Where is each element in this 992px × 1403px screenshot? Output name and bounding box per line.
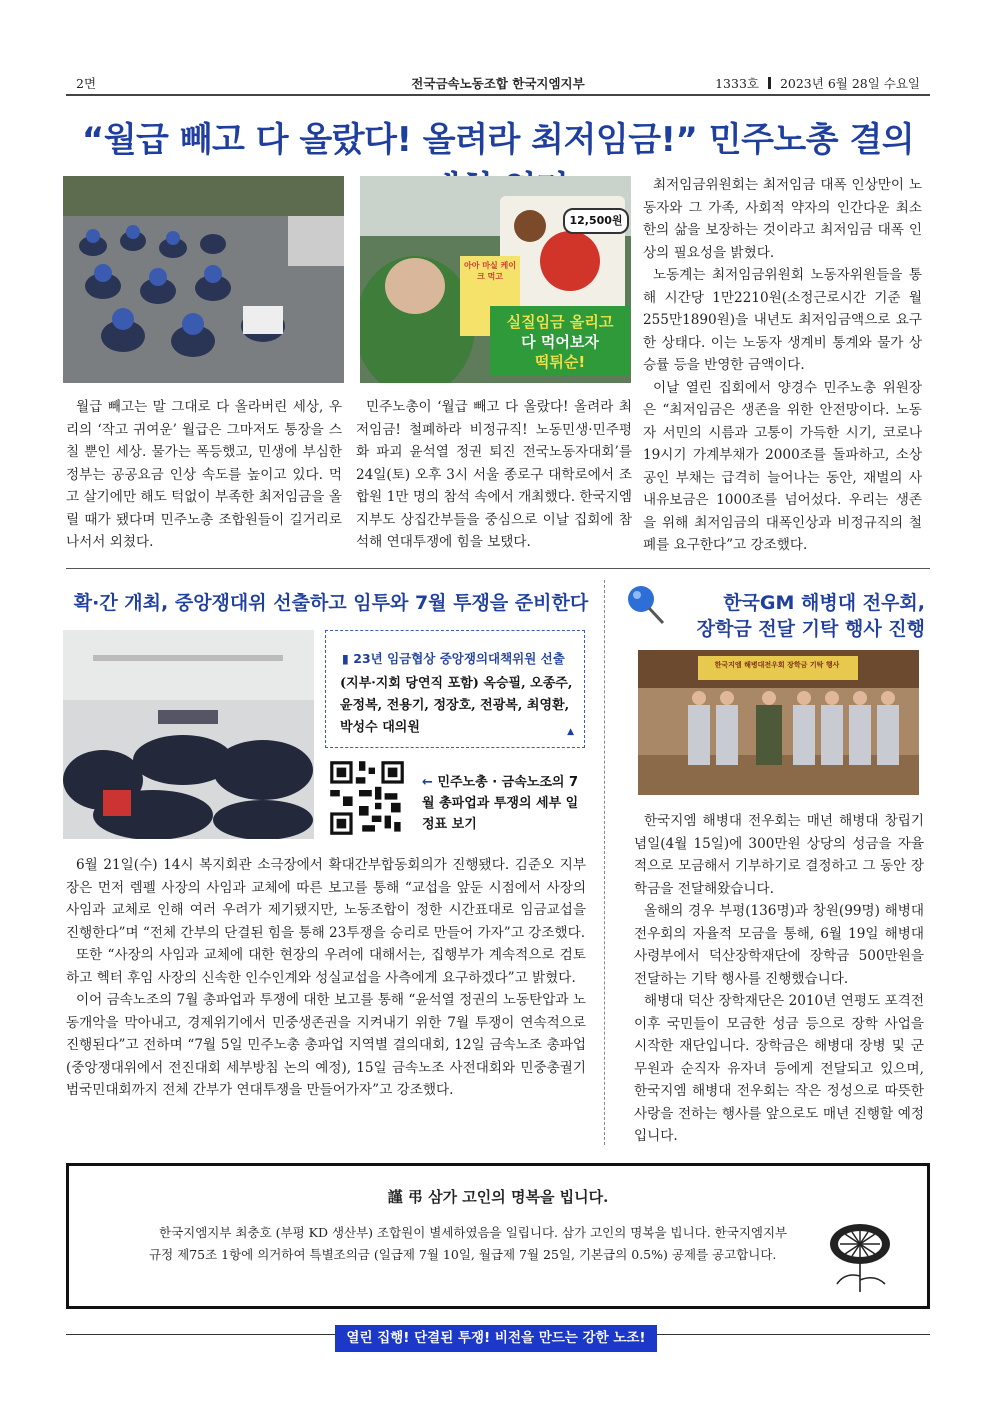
article3-paragraph: 올해의 경우 부평(136명)과 창원(99명) 해병대 전우회의 자율적 모금을 통해, 6월 19일 해병대 사령부에서 덕산장학재단에 장학금 500만원을 전달하는 기탁 행사를 진행했습니다. <box>634 903 924 987</box>
qr-caption <box>422 772 587 835</box>
marine-group-image <box>638 650 919 795</box>
article1-paragraph: 이날 열린 집회에서 양경수 민주노총 위원장은 “최저임금은 생존을 위한 안전망이다. 노동자 서민의 시름과 고통이 가득한 시기, 코로나19시기 가계부채가 2000조를 돌파하고, 소상공인 부채는 급격히 늘어나는 동안, 재벌의 사내유보금은 1000조를 넘어섰다. 우리는 생존을 위해 최저임금의 대폭인상과 비정규직의 철폐를 요구한다”고 강조했다. <box>643 379 922 553</box>
rally-photo-2 <box>360 176 631 383</box>
article2-paragraph: 이어 금속노조의 7월 총파업과 투쟁에 대한 보고를 통해 “윤석열 정권의 노동탄압과 노동개악을 막아내고, 경제위기에서 민중생존권을 지켜내기 위한 7월 투쟁이 연속적으로 진행된다”고 전하며 “7월 5일 민주노총 총파업 지역별 결의대회, 12일 금속노조 총파업(중앙쟁대위에서 전진대회 세부방침 논의 예정), 15일 금속노조 사전대회와 민중총궐기 범국민대회까지 전체 간부가 연대투쟁을 만들어가자”고 강조했다. <box>66 992 586 1098</box>
green-sign <box>494 312 626 372</box>
article3-paragraph: 한국지엠 해병대 전우회는 매년 해병대 창립기념일(4월 15일)에 300만원 상당의 성금을 자율적으로 모금해서 기부하기로 결정하고 그 동안 장학금을 전달해왔습니다. <box>634 813 924 897</box>
footer-slogan-banner: 열린 집행! 단결된 투쟁! 비전을 만드는 강한 노조! <box>335 1325 657 1352</box>
issue-date: 2023년 6월 28일 수요일 <box>779 76 920 91</box>
rally-crowd-image <box>63 176 344 383</box>
chrysanthemum-icon <box>815 1214 905 1294</box>
article1-paragraph: 노동계는 최저임금위원회 노동자위원들을 통해 시간당 1만2210원(소정근로시간 기준 월 255만1890원)을 내년도 최저임금액으로 요구한 상태다. 이는 노동자 생계비 통계와 물가 상승률 등을 반영한 금액이다. <box>643 267 922 373</box>
issue-info <box>715 74 920 92</box>
article1-col2 <box>356 396 632 554</box>
issue-separator <box>768 77 771 89</box>
article1-paragraph: 민주노총이 ‘월급 빼고 다 올랐다! 올려라 최저임금! 철폐하라 비정규직! 노동민생·민주평화 파괴 윤석열 정권 퇴진 전국노동자대회’를 24일(토) 오후 3시 서울 종로구 대학로에서 조합원 1만 명의 참석 속에서 개최했다. 한국지엠지부도 상집간부들을 중심으로 이날 집회에 참석해 연대투쟁에 힘을 보탰다. <box>356 399 632 550</box>
article1-paragraph: 월급 빼고는 말 그대로 다 올라버린 세상, 우리의 ‘작고 귀여운’ 월급은 그마저도 통장을 스칠 뿐인 세상. 물가는 폭등했고, 민생에 부심한 정부는 공공요금 인상 속도를 높이고 있다. 먹고 살기에만 해도 턱없이 부족한 최저임금을 올릴 때가 됐다며 민주노총 조합원들이 길거리로 나서서 외쳤다. <box>66 399 342 550</box>
obituary-heading: 삼가 고인의 명복을 빕니다. <box>428 1188 609 1206</box>
sign-line-2: 다 먹어보자 <box>521 333 599 351</box>
qr-caption-text: 민주노총 · 금속노조의 7월 총파업과 투쟁의 세부 일정표 보기 <box>422 775 579 832</box>
article1-col3 <box>643 174 922 557</box>
main-headline: “월급 빼고 다 올랐다! 올려라 최저임금!” 민주노총 결의 <box>81 120 915 160</box>
pushpin-graphic <box>625 585 667 627</box>
arrow-left-icon: ← <box>422 775 433 790</box>
obituary-text: 한국지엠지부 최충호 (부평 KD 생산부) 조합원이 별세하였음을 일립니다. 삼가 고인의 명복을 빕니다. 한국지엠지부 규정 제75조 1항에 의거하여 특별조의금 (일급제 7월 10일, 월급제 7월 25일, 기본급의 0.5%) 공제를 공고합니다. <box>149 1225 788 1262</box>
section-rule <box>66 568 930 569</box>
sign-line-3: 떡튀순! <box>534 353 586 371</box>
issue-number: 1333호 <box>715 76 759 91</box>
qr-code-icon[interactable] <box>327 758 407 838</box>
marine-photo <box>638 650 919 795</box>
obituary-prefix: 謹 弔 <box>387 1188 423 1206</box>
article3-body <box>634 810 924 1148</box>
chrysanthemum-graphic <box>815 1214 905 1294</box>
square-bullet-icon: ▮ <box>342 651 349 666</box>
article3-title-line1: 한국GM 해병대 전우회, <box>723 592 925 614</box>
publisher-name: 전국금속노동조합 한국지엠지부 <box>411 76 585 91</box>
committee-box <box>325 630 585 748</box>
arrow-up-icon: ▲ <box>567 727 574 737</box>
article3-title-line2: 장학금 전달 기탁 행사 진행 <box>696 618 925 640</box>
article3-paragraph: 해병대 덕산 장학재단은 2010년 연평도 포격전 이후 국민들이 모금한 성금 등으로 장학 사업을 시작한 재단입니다. 장학금은 해병대 장병 및 군무원과 순직자 유자녀 등에게 전달되고 있으며, 한국지엠 해병대 전우회는 작은 정성으로 따뜻한 사랑을 전하는 행사를 앞으로도 매년 진행할 예정입니다. <box>634 993 924 1144</box>
obituary-title <box>69 1186 927 1207</box>
small-sign-text: 아아 마실 케이크 먹고 <box>464 261 516 281</box>
article2-title: 확·간 개최, 중앙쟁대위 선출하고 임투와 7월 투쟁을 준비한다 <box>73 592 589 614</box>
article1-col1 <box>66 396 342 554</box>
header-rule <box>66 94 930 96</box>
sign-line-1: 실질임금 올리고 <box>506 313 614 331</box>
article2-paragraph: 또한 “사장의 사임과 교체에 대한 현장의 우려에 대해서는, 집행부가 계속적으로 검토하고 헥터 후임 사장의 신속한 인수인계와 성실교섭을 사측에게 요구하겠다”고 밝혔다. <box>66 947 586 986</box>
price-tag: 12,500원 <box>563 208 629 234</box>
article1-paragraph: 최저임금위원회는 최저임금 대폭 인상만이 노동자와 그 가족, 사회적 약자의 인간다운 최소한의 삶을 보장하는 것이라고 최저임금 대폭 인상의 필요성을 밝혔다. <box>643 177 922 261</box>
article2-paragraph: 6월 21일(수) 14시 복지회관 소극장에서 확대간부합동회의가 진행됐다. 김준오 지부장은 먼저 렘펠 사장의 사임과 교체에 따른 보고를 통해 “교섭을 앞둔 시점에서 사장의 사임과 교체로 인해 여러 우려가 제기됐지만, 노동조합이 정한 시간표대로 임금교섭을 진행한다”며 “전체 간부의 단결된 힘을 통해 23투쟁을 승리로 만들어 가자”고 강조했다. <box>66 857 586 941</box>
column-separator <box>604 580 605 1145</box>
obituary-box <box>66 1163 930 1309</box>
committee-title-text: 23년 임금협상 중앙쟁의대책위원 선출 <box>353 651 565 666</box>
committee-members: (지부·지회 당연직 포함) 옥승필, 오종주, 윤정복, 전용기, 정장호, 전광복, 최영환, 박성수 대의원 <box>340 676 573 735</box>
committee-box-title <box>342 649 565 667</box>
qr-code-graphic <box>327 758 407 838</box>
meeting-hall-image <box>63 630 314 839</box>
page-number: 2면 <box>76 76 97 91</box>
meeting-photo <box>63 630 314 839</box>
rally-photo-1 <box>63 176 344 383</box>
page-header <box>66 72 930 94</box>
marine-banner-text: 한국지엠 해병대전우회 장학금 기탁 행사 <box>714 661 840 669</box>
article2-body <box>66 854 586 1102</box>
pushpin-icon <box>625 585 655 615</box>
article3-title <box>670 590 925 642</box>
